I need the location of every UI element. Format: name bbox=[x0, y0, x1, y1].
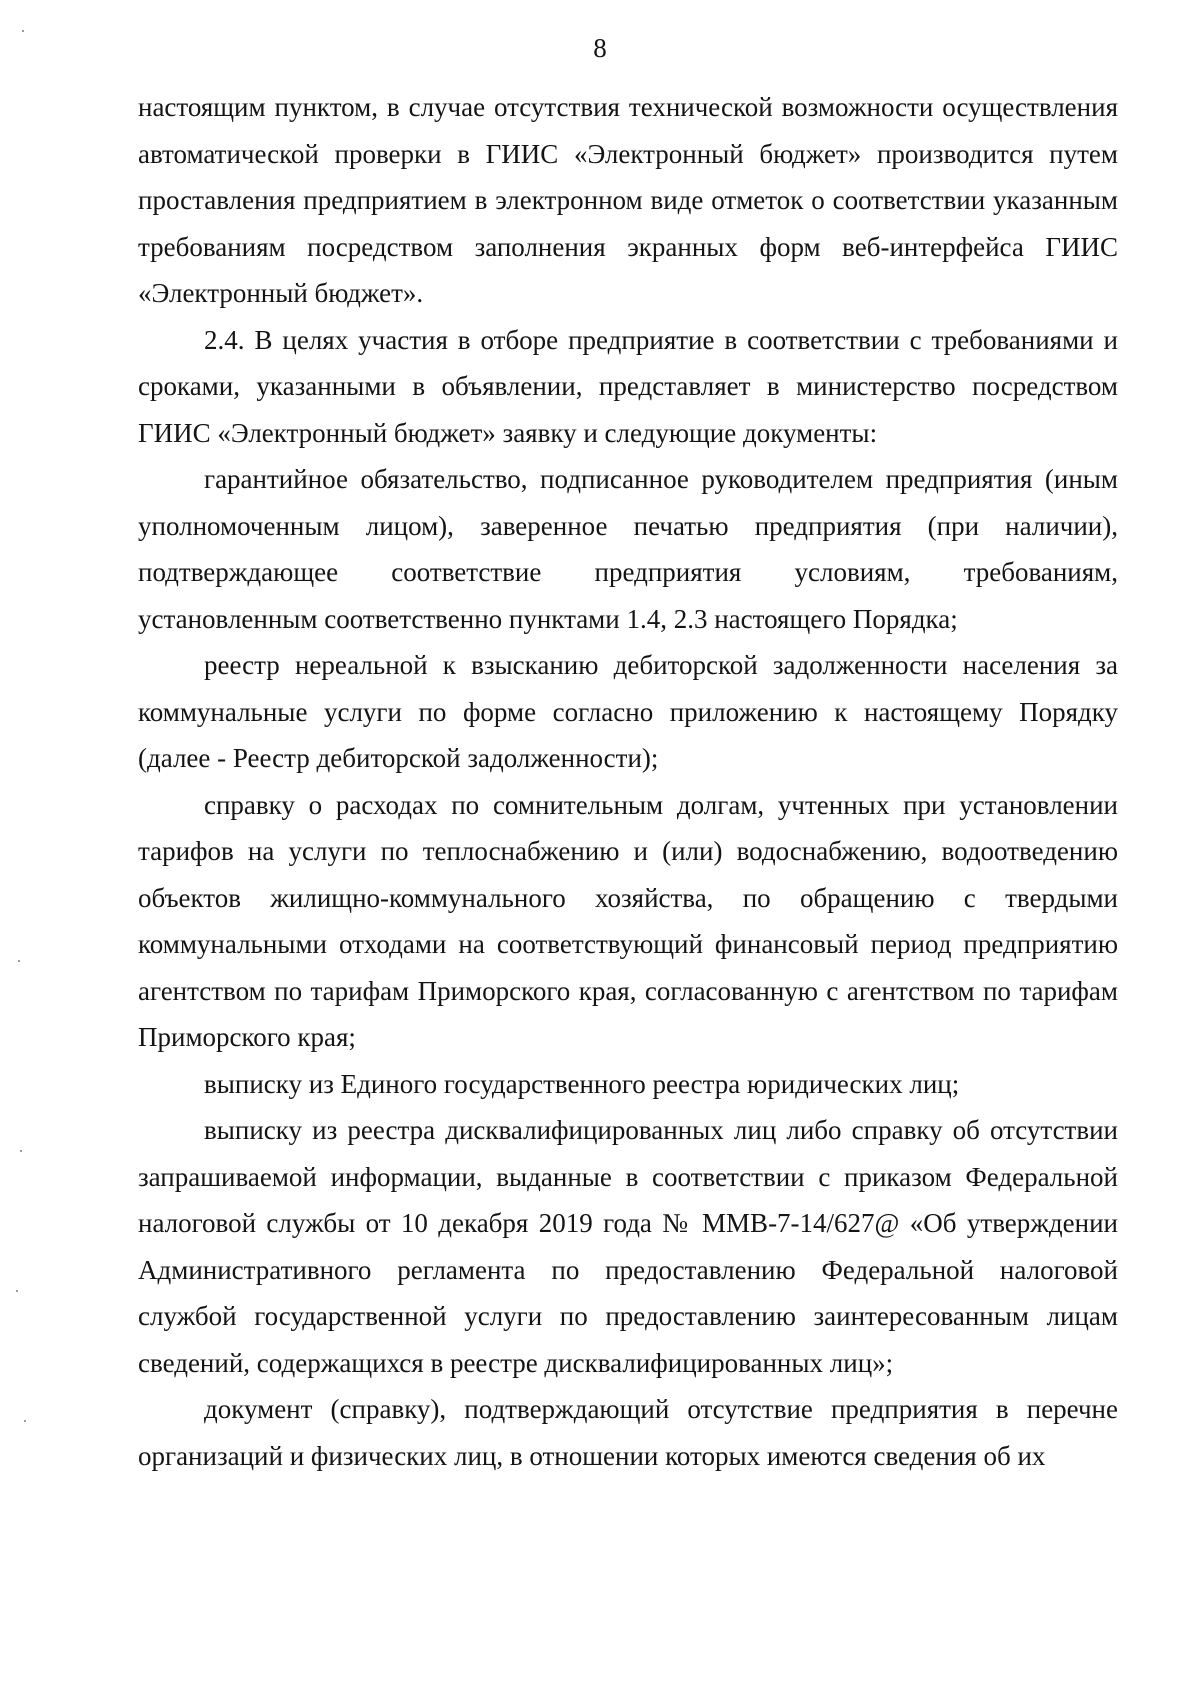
page-number: 8 bbox=[593, 33, 607, 63]
scan-speck bbox=[22, 30, 24, 32]
paragraph-absence-certificate: документ (справку), подтверждающий отсутствие предприятия в перечне организаций и физических лиц, в отношении которых имеются сведения об их bbox=[138, 1394, 1118, 1471]
scan-speck bbox=[16, 1290, 18, 1292]
paragraph-clause-2-4: 2.4. В целях участия в отборе предприятие в соответствии с требованиями и сроками, указанными в объявлении, представляет в министерство посредством ГИИС «Электронный бюджет» заявку и следующие документы: bbox=[138, 324, 1118, 448]
scan-speck bbox=[18, 960, 20, 962]
paragraph-egrul-extract: выписку из Единого государственного реестра юридических лиц; bbox=[204, 1068, 960, 1099]
paragraph-debt-registry: реестр нереальной к взысканию дебиторской задолженности населения за коммунальные услуги по форме согласно приложению к настоящему Порядку (далее - Реестр дебиторской задолженности); bbox=[138, 650, 1118, 773]
paragraph-disqualified-registry-extract: выписку из реестра дисквалифицированных лиц либо справку об отсутствии запрашиваемой информации, выданные в соответствии с приказом Федеральной налоговой службы от 10 декабря 2019 года № ММВ-7-14/627@ «Об утверждении Административного регламента по предоставлению Федеральной налоговой службой государственной услуги по предоставлению заинтересованным лицам сведений, содержащихся в реестре дисквалифицированных лиц»; bbox=[138, 1115, 1118, 1378]
paragraph-doubtful-debts-certificate: справку о расходах по сомнительным долгам, учтенных при установлении тарифов на услуги по теплоснабжению и (или) водоснабжению, водоотведению объектов жилищно-коммунального хозяйства, по обращению с твердыми коммунальными отходами на соответствующий финансовый период предприятию агентством по тарифам Приморского края, согласованную с агентством по тарифам Приморского края; bbox=[138, 789, 1118, 1052]
scan-speck bbox=[20, 1150, 22, 1152]
paragraph-continuation: настоящим пунктом, в случае отсутствия технической возможности осуществления автоматической проверки в ГИИС «Электронный бюджет» производится путем проставления предприятием в электронном виде отметок о соответствии указанным требованиям посредством заполнения экранных форм веб-интерфейса ГИИС «Электронный бюджет». bbox=[138, 92, 1118, 308]
document-body bbox=[138, 84, 1118, 1479]
scan-speck bbox=[24, 1420, 26, 1422]
paragraph-guarantee-obligation: гарантийное обязательство, подписанное руководителем предприятия (иным уполномоченным лицом), заверенное печатью предприятия (при наличии), подтверждающее соответствие предприятия условиям, требованиям, установленным соответственно пунктами 1.4, 2.3 настоящего Порядка; bbox=[138, 464, 1118, 634]
